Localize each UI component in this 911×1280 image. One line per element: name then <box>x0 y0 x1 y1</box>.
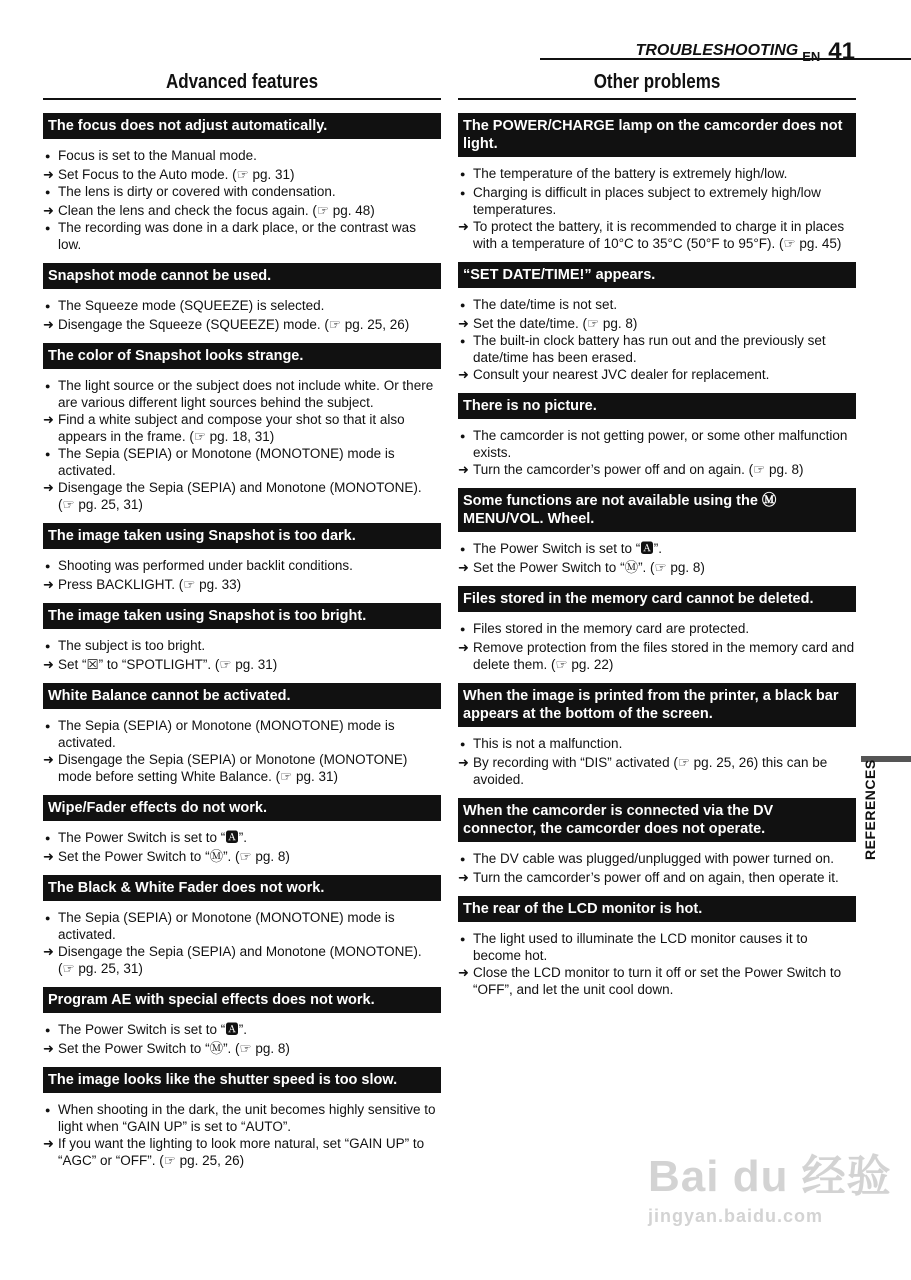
section-items <box>458 735 856 788</box>
arrow-icon <box>43 656 58 673</box>
item-text: Turn the camcorder’s power off and on again. (☞ pg. 8) <box>473 461 804 477</box>
bullet-icon <box>458 332 473 366</box>
cause-item <box>43 717 441 751</box>
troubleshoot-section <box>43 1067 441 1169</box>
section-heading: The color of Snapshot looks strange. <box>43 343 441 369</box>
arrow-icon <box>43 411 58 445</box>
item-text: The subject is too bright. <box>58 637 206 653</box>
remedy-item <box>43 316 441 333</box>
section-heading: The POWER/CHARGE lamp on the camcorder does not light. <box>458 113 856 157</box>
item-text: The camcorder is not getting power, or some other malfunction exists. <box>473 427 848 460</box>
section-heading: The focus does not adjust automatically. <box>43 113 441 139</box>
section-items <box>458 165 856 252</box>
section-heading: “SET DATE/TIME!” appears. <box>458 262 856 288</box>
cause-item <box>458 540 856 559</box>
arrow-icon <box>43 943 58 977</box>
section-heading: The image taken using Snapshot is too bright. <box>43 603 441 629</box>
item-text: When shooting in the dark, the unit becomes highly sensitive to light when “GAIN UP” is set to “AUTO”. <box>58 1101 436 1134</box>
troubleshoot-section <box>43 683 441 785</box>
bullet-icon <box>458 735 473 754</box>
remedy-item <box>458 869 856 886</box>
remedy-item <box>458 461 856 478</box>
remedy-item <box>43 479 441 513</box>
item-text: Consult your nearest JVC dealer for replacement. <box>473 366 770 382</box>
section-heading: When the image is printed from the printer, a black bar appears at the bottom of the screen. <box>458 683 856 727</box>
cause-item <box>43 637 441 656</box>
item-text: To protect the battery, it is recommended to charge it in places with a temperature of 10°C to 35°C (50°F to 95°F). (☞ pg. 45) <box>473 218 845 251</box>
cause-item <box>43 219 441 253</box>
troubleshoot-section <box>43 603 441 673</box>
cause-item <box>43 297 441 316</box>
column-other-problems <box>458 66 856 1008</box>
cause-item <box>43 909 441 943</box>
item-text: The Squeeze mode (SQUEEZE) is selected. <box>58 297 325 313</box>
cause-item <box>43 445 441 479</box>
item-text: The light source or the subject does not include white. Or there are various different light sources behind the subject. <box>58 377 434 410</box>
arrow-icon <box>43 1040 58 1057</box>
section-items <box>43 1101 441 1169</box>
arrow-icon <box>458 315 473 332</box>
bullet-icon <box>43 147 58 166</box>
bullet-icon <box>43 909 58 943</box>
arrow-icon <box>43 202 58 219</box>
bullet-icon <box>458 930 473 964</box>
section-heading: Wipe/Fader effects do not work. <box>43 795 441 821</box>
item-text: Disengage the Sepia (SEPIA) and Monotone (MONOTONE). (☞ pg. 25, 31) <box>58 479 422 512</box>
remedy-item <box>458 218 856 252</box>
section-items <box>43 637 441 673</box>
remedy-item <box>43 1040 441 1057</box>
item-text: The Power Switch is set to “🅰”. <box>58 829 248 845</box>
bullet-icon <box>43 297 58 316</box>
section-heading: The image looks like the shutter speed is too slow. <box>43 1067 441 1093</box>
remedy-item <box>458 315 856 332</box>
section-items <box>458 930 856 998</box>
remedy-item <box>43 751 441 785</box>
cause-item <box>458 296 856 315</box>
item-text: The lens is dirty or covered with condensation. <box>58 183 336 199</box>
bullet-icon <box>458 165 473 184</box>
item-text: Set the Power Switch to “Ⓜ”. (☞ pg. 8) <box>58 1040 290 1056</box>
side-label: REFERENCES <box>862 759 878 860</box>
section-items <box>43 1021 441 1057</box>
section-items <box>43 377 441 513</box>
item-text: Set “☒” to “SPOTLIGHT”. (☞ pg. 31) <box>58 656 278 672</box>
item-text: The Power Switch is set to “🅰”. <box>473 540 663 556</box>
arrow-icon <box>458 869 473 886</box>
item-text: The built-in clock battery has run out and the previously set date/time has been erased. <box>473 332 826 365</box>
header-lang: EN <box>802 49 821 64</box>
remedy-item <box>43 202 441 219</box>
section-heading: Program AE with special effects does not work. <box>43 987 441 1013</box>
remedy-item <box>43 1135 441 1169</box>
troubleshoot-section <box>43 523 441 593</box>
section-heading: The Black & White Fader does not work. <box>43 875 441 901</box>
item-text: Disengage the Squeeze (SQUEEZE) mode. (☞ pg. 25, 26) <box>58 316 410 332</box>
arrow-icon <box>43 1135 58 1169</box>
bullet-icon <box>43 637 58 656</box>
troubleshoot-section <box>458 113 856 252</box>
item-text: Set the Power Switch to “Ⓜ”. (☞ pg. 8) <box>58 848 290 864</box>
troubleshoot-section <box>458 896 856 998</box>
bullet-icon <box>43 183 58 202</box>
arrow-icon <box>458 559 473 576</box>
item-text: The Sepia (SEPIA) or Monotone (MONOTONE) mode is activated. <box>58 445 395 478</box>
page-number: 41 <box>828 38 855 65</box>
cause-item <box>458 620 856 639</box>
bullet-icon <box>43 829 58 848</box>
item-text: Set the Power Switch to “Ⓜ”. (☞ pg. 8) <box>473 559 705 575</box>
arrow-icon <box>458 218 473 252</box>
column-title: Advanced features <box>165 71 319 93</box>
column-advanced-features <box>43 66 441 1179</box>
watermark-logo: Bai du 经验 <box>648 1152 892 1201</box>
column-rule <box>458 98 856 100</box>
cause-item <box>458 165 856 184</box>
section-items <box>43 909 441 977</box>
bullet-icon <box>458 184 473 218</box>
troubleshoot-section <box>43 343 441 513</box>
cause-item <box>43 829 441 848</box>
left-sections <box>43 113 441 1169</box>
right-sections <box>458 113 856 998</box>
arrow-icon <box>43 316 58 333</box>
troubleshoot-section <box>43 987 441 1057</box>
cause-item <box>458 930 856 964</box>
item-text: The Sepia (SEPIA) or Monotone (MONOTONE) mode is activated. <box>58 717 395 750</box>
troubleshoot-section <box>43 875 441 977</box>
watermark-url: jingyan.baidu.com <box>648 1206 824 1226</box>
item-text: Find a white subject and compose your shot so that it also appears in the frame. (☞ pg. 18, 31) <box>58 411 405 444</box>
item-text: Set the date/time. (☞ pg. 8) <box>473 315 638 331</box>
cause-item <box>43 183 441 202</box>
troubleshoot-section <box>458 488 856 576</box>
page-header <box>635 34 855 65</box>
arrow-icon <box>458 754 473 788</box>
remedy-item <box>458 754 856 788</box>
section-items <box>43 297 441 333</box>
item-text: Files stored in the memory card are protected. <box>473 620 750 636</box>
bullet-icon <box>43 1021 58 1040</box>
column-title: Other problems <box>593 71 721 93</box>
item-text: If you want the lighting to look more natural, set “GAIN UP” to “AGC” or “OFF”. (☞ pg. 25, 26) <box>58 1135 425 1168</box>
troubleshoot-section <box>43 113 441 253</box>
item-text: Disengage the Sepia (SEPIA) and Monotone (MONOTONE). (☞ pg. 25, 31) <box>58 943 422 976</box>
item-text: Disengage the Sepia (SEPIA) or Monotone (MONOTONE) mode before setting White Balance. (☞ pg. 31) <box>58 751 408 784</box>
section-heading: The rear of the LCD monitor is hot. <box>458 896 856 922</box>
bullet-icon <box>43 557 58 576</box>
item-text: The Sepia (SEPIA) or Monotone (MONOTONE) mode is activated. <box>58 909 395 942</box>
section-items <box>458 427 856 478</box>
cause-item <box>43 557 441 576</box>
troubleshoot-section <box>458 683 856 788</box>
item-text: The Power Switch is set to “🅰”. <box>58 1021 248 1037</box>
section-items <box>43 557 441 593</box>
cause-item <box>458 735 856 754</box>
cause-item <box>43 1021 441 1040</box>
cause-item <box>458 427 856 461</box>
item-text: Clean the lens and check the focus again. (☞ pg. 48) <box>58 202 375 218</box>
item-text: The recording was done in a dark place, or the contrast was low. <box>58 219 416 252</box>
cause-item <box>458 332 856 366</box>
section-items <box>458 850 856 886</box>
bullet-icon <box>458 850 473 869</box>
arrow-icon <box>43 751 58 785</box>
bullet-icon <box>43 377 58 411</box>
arrow-icon <box>458 964 473 998</box>
section-items <box>458 540 856 576</box>
section-heading: Files stored in the memory card cannot be deleted. <box>458 586 856 612</box>
cause-item <box>43 147 441 166</box>
section-items <box>43 717 441 785</box>
cause-item <box>458 850 856 869</box>
remedy-item <box>458 366 856 383</box>
section-heading: When the camcorder is connected via the DV connector, the camcorder does not operate. <box>458 798 856 842</box>
item-text: Focus is set to the Manual mode. <box>58 147 257 163</box>
item-text: The temperature of the battery is extremely high/low. <box>473 165 788 181</box>
section-items <box>458 620 856 673</box>
arrow-icon <box>458 366 473 383</box>
cause-item <box>43 377 441 411</box>
remedy-item <box>43 411 441 445</box>
arrow-icon <box>43 479 58 513</box>
item-text: Press BACKLIGHT. (☞ pg. 33) <box>58 576 242 592</box>
item-text: Close the LCD monitor to turn it off or set the Power Switch to “OFF”, and let the unit cool down. <box>473 964 842 997</box>
bullet-icon <box>43 445 58 479</box>
arrow-icon <box>43 848 58 865</box>
item-text: Remove protection from the files stored in the memory card and delete them. (☞ pg. 22) <box>473 639 855 672</box>
remedy-item <box>43 576 441 593</box>
bullet-icon <box>458 296 473 315</box>
bullet-icon <box>458 620 473 639</box>
item-text: Shooting was performed under backlit conditions. <box>58 557 353 573</box>
remedy-item <box>458 964 856 998</box>
bullet-icon <box>43 219 58 253</box>
remedy-item <box>43 656 441 673</box>
section-heading: Some functions are not available using the Ⓜ MENU/VOL. Wheel. <box>458 488 856 532</box>
bullet-icon <box>458 540 473 559</box>
section-items <box>43 147 441 253</box>
troubleshoot-section <box>458 798 856 886</box>
item-text: Set Focus to the Auto mode. (☞ pg. 31) <box>58 166 295 182</box>
remedy-item <box>458 639 856 673</box>
item-text: The light used to illuminate the LCD monitor causes it to become hot. <box>473 930 808 963</box>
bullet-icon <box>43 1101 58 1135</box>
arrow-icon <box>458 461 473 478</box>
remedy-item <box>43 943 441 977</box>
cause-item <box>458 184 856 218</box>
item-text: The date/time is not set. <box>473 296 618 312</box>
troubleshoot-section <box>458 393 856 478</box>
section-heading: White Balance cannot be activated. <box>43 683 441 709</box>
item-text: This is not a malfunction. <box>473 735 623 751</box>
bullet-icon <box>43 717 58 751</box>
column-rule <box>43 98 441 100</box>
item-text: Turn the camcorder’s power off and on again, then operate it. <box>473 869 839 885</box>
remedy-item <box>43 848 441 865</box>
arrow-icon <box>43 166 58 183</box>
section-items <box>458 296 856 383</box>
item-text: The DV cable was plugged/unplugged with power turned on. <box>473 850 834 866</box>
item-text: By recording with “DIS” activated (☞ pg. 25, 26) this can be avoided. <box>473 754 828 787</box>
item-text: Charging is difficult in places subject to extremely high/low temperatures. <box>473 184 821 217</box>
header-section: TROUBLESHOOTING <box>635 42 799 59</box>
section-heading: The image taken using Snapshot is too dark. <box>43 523 441 549</box>
bullet-icon <box>458 427 473 461</box>
troubleshoot-section <box>458 586 856 673</box>
troubleshoot-section <box>458 262 856 383</box>
remedy-item <box>458 559 856 576</box>
section-heading: There is no picture. <box>458 393 856 419</box>
section-heading: Snapshot mode cannot be used. <box>43 263 441 289</box>
arrow-icon <box>43 576 58 593</box>
watermark <box>648 1140 892 1227</box>
troubleshoot-section <box>43 263 441 333</box>
troubleshoot-section <box>43 795 441 865</box>
cause-item <box>43 1101 441 1135</box>
remedy-item <box>43 166 441 183</box>
section-items <box>43 829 441 865</box>
arrow-icon <box>458 639 473 673</box>
